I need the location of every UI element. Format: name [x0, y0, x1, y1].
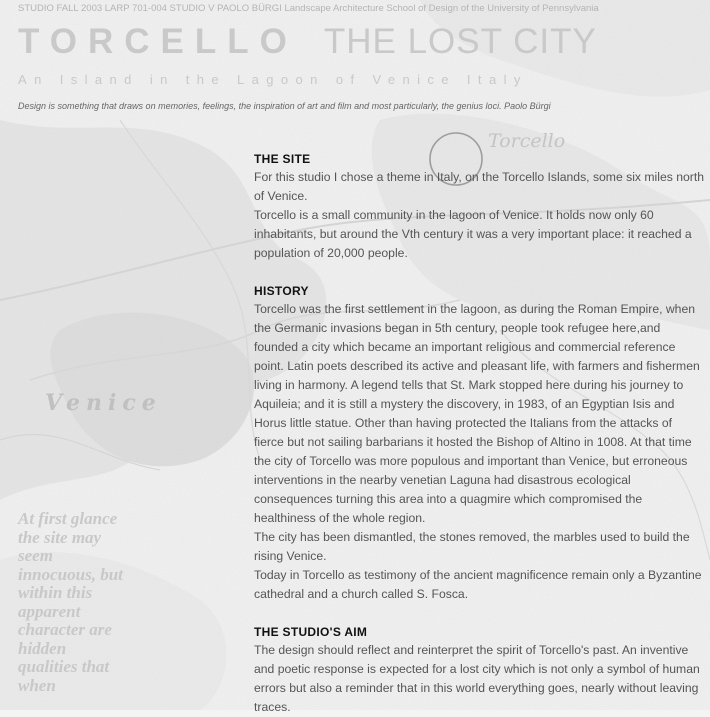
- spacer: [254, 604, 704, 623]
- side-quote: At first glance the site may seem innocuous, but within this apparent character are hidden qualities that when: [18, 509, 123, 695]
- page-subtitle: An Island in the Lagoon of Venice Italy: [18, 72, 528, 87]
- section-the-site: [254, 150, 704, 263]
- paragraph: Torcello was the first settlement in the lagoon, as during the Roman Empire, when the Germanic invasions began in 5th century, people took refugee here,and founded a city which became an important religious and commercial reference point. Latin poets described its active and pleasant life, with farmers and fishermen living in harmony. A legend tells that St. Mark stopped here during his journey to Aquileia; and it is still a mystery the discovery, in 1983, of an Egyptian Isis and Horus little statue. Other than having protected the Italians from the attacks of fierce but not sailing barbarians it hosted the Bishop of Altino in 1008. At that time the city of Torcello was more populous and important than Venice, but erroneous interventions in the nearby venetian Laguna had disastrous ecological consequences turning this area into a quagmire which compromised the healthiness of the whole region.: [254, 302, 700, 525]
- paragraph: The design should reflect and reinterpret the spirit of Torcello's past. An inventive and poetic response is expected for a lost city which is not only a symbol of human errors but also a reminder that in this world everything goes, nearly without leaving traces.: [254, 643, 700, 714]
- section-title: HISTORY: [254, 284, 309, 298]
- paragraph: Today in Torcello as testimony of the ancient magnificence remain only a Byzantine cathedral and a church called S. Fosca.: [254, 568, 702, 601]
- paragraph: Torcello is a small community in the lagoon of Venice. It holds now only 60 inhabitants, but around the Vth century it was a very important place: it reached a population of 20,000 people.: [254, 208, 692, 260]
- paragraph: For this studio I chose a theme in Italy, on the Torcello Islands, some six miles north of Venice.: [254, 170, 705, 203]
- design-quote: Design is something that draws on memories, feelings, the inspiration of art and film and most particularly, the genius loci. Paolo Bürgi: [18, 101, 551, 111]
- course-info-line: STUDIO FALL 2003 LARP 701-004 STUDIO V PAOLO BÜRGI Landscape Architecture School of Design of the University of Pennsylvania: [18, 3, 599, 14]
- map-label-venice: Venice: [45, 390, 162, 416]
- section-title: THE STUDIO'S AIM: [254, 625, 368, 639]
- page-title: [18, 22, 597, 62]
- paragraph: The city has been dismantled, the stones removed, the marbles used to build the rising Venice.: [254, 530, 690, 563]
- title-lost-city: THE LOST CITY: [323, 22, 597, 61]
- main-content: [254, 150, 704, 717]
- title-torcello: TORCELLO: [18, 22, 298, 61]
- map-label-torcello: Torcello: [488, 130, 566, 152]
- section-history: [254, 282, 704, 604]
- section-title: THE SITE: [254, 152, 311, 166]
- spacer: [254, 263, 704, 282]
- section-studio-aim: [254, 623, 704, 717]
